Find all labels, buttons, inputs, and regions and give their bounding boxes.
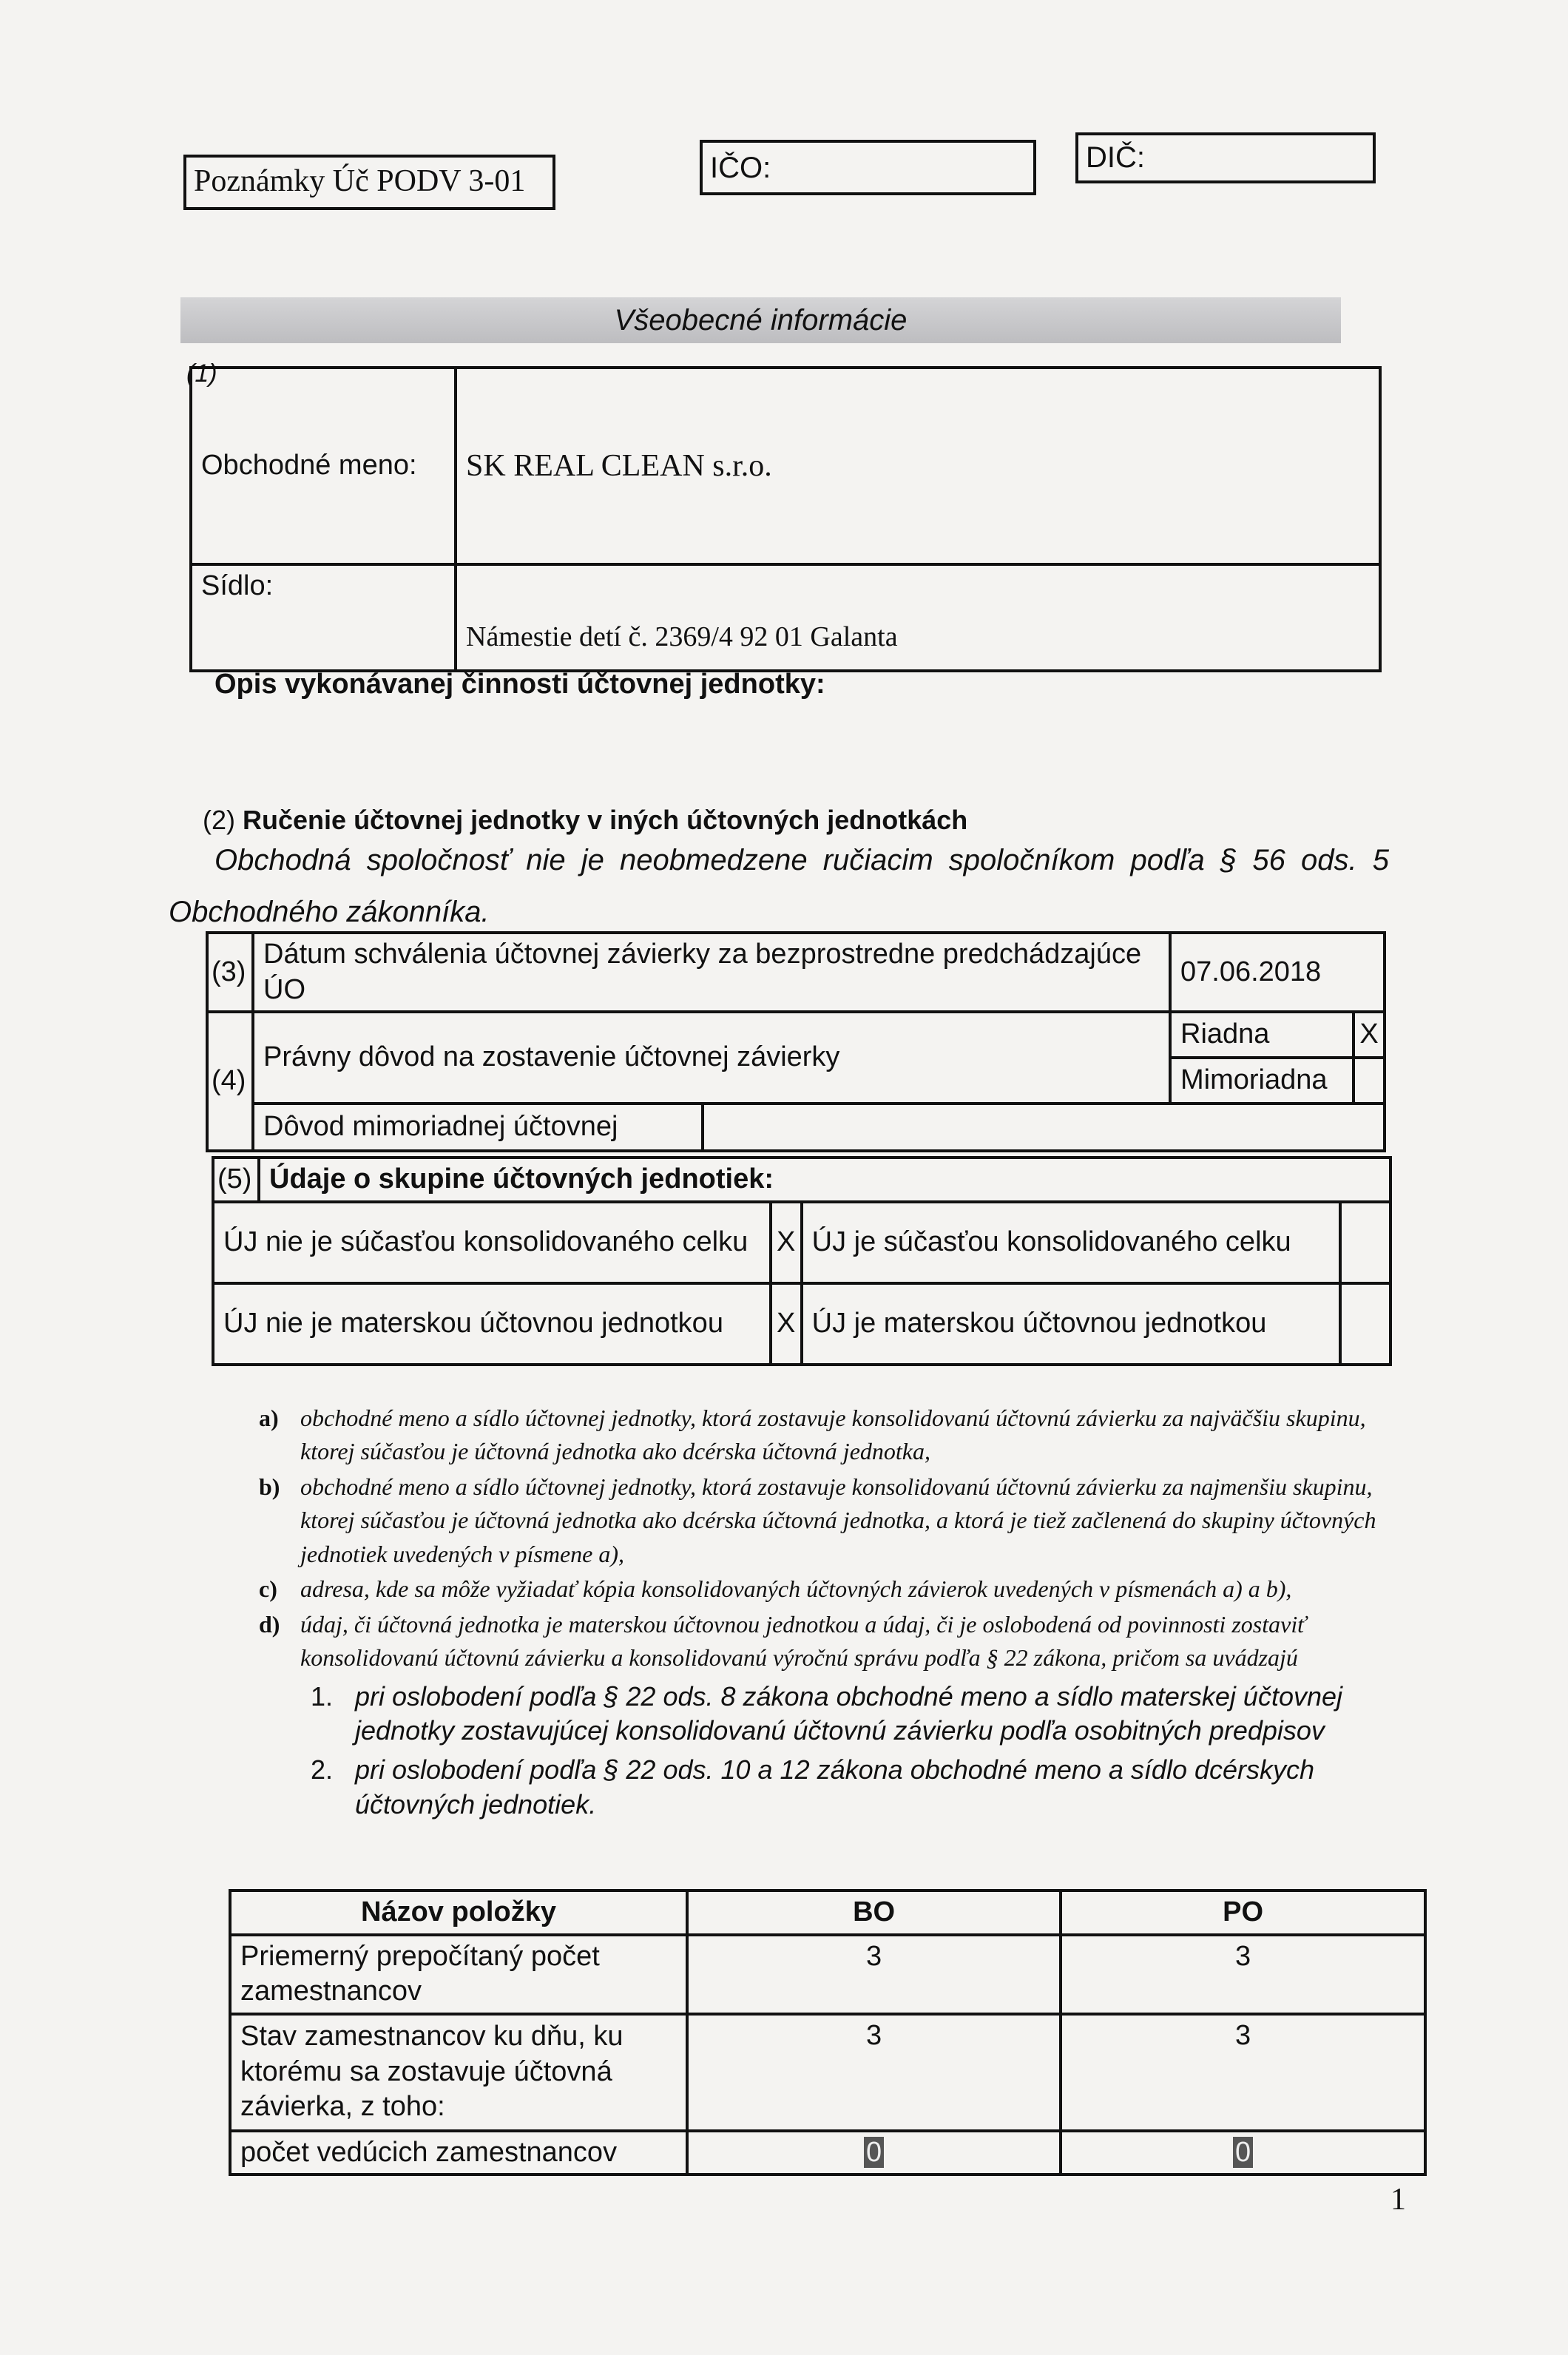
approval-date-label: Dátum schválenia účtovnej závierky za bezprostredne predchádzajúce ÚO — [253, 933, 1170, 1012]
numbered-key: 1. — [311, 1680, 334, 1712]
row-bo: 3 — [687, 1935, 1061, 2014]
list-text: údaj, či účtovná jednotka je materskou účtovnou jednotkou a údaj, či je oslobodená od povinnosti zostaviť konsolidovanú účtovnú závierku a konsolidovanú výročnú správu podľa § 22 zákona, pričom sa uvádzajú — [300, 1610, 1306, 1672]
company-name-value: SK REAL CLEAN s.r.o. — [456, 368, 1380, 564]
disclosure-list — [259, 1402, 1413, 1822]
option-regular: Riadna — [1170, 1012, 1354, 1058]
employees-table — [229, 1889, 1427, 2176]
legal-reason-label: Právny dôvod na zostavenie účtovnej závierky — [253, 1012, 1170, 1104]
option-regular-checkbox[interactable]: X — [1354, 1012, 1385, 1058]
option-extraordinary: Mimoriadna — [1170, 1058, 1354, 1104]
seat-label: Sídlo: — [191, 564, 456, 671]
dic-field[interactable]: DIČ: — [1075, 132, 1376, 183]
list-item — [259, 1572, 1413, 1606]
consolidated-label: ÚJ je súčasťou konsolidovaného celku — [802, 1202, 1340, 1283]
row-po: 3 — [1061, 1935, 1425, 2014]
list-key: c) — [259, 1575, 277, 1603]
row-name: Priemerný prepočítaný počet zamestnancov — [230, 1935, 687, 2014]
extraordinary-reason-label: Dôvod mimoriadnej účtovnej — [253, 1104, 703, 1151]
parent-label: ÚJ je materskou účtovnou jednotkou — [802, 1283, 1340, 1365]
section-5-number: (5) — [213, 1158, 259, 1202]
numbered-text: pri oslobodení podľa § 22 ods. 8 zákona obchodné meno a sídlo materskej účtovnej jednotky zostavujúcej konsolidovanú účtovnú závierku podľa osobitných predpisov — [355, 1680, 1343, 1746]
not-consolidated-checkbox[interactable]: X — [771, 1202, 802, 1283]
section-3-number: (3) — [207, 933, 253, 1012]
consolidated-checkbox[interactable] — [1340, 1202, 1390, 1283]
numbered-key: 2. — [311, 1754, 334, 1785]
notes-code-box: Poznámky Úč PODV 3-01 — [183, 155, 555, 210]
row-name: Stav zamestnancov ku dňu, ku ktorému sa zostavuje účtovná závierka, z toho: — [230, 2014, 687, 2131]
row-po — [1061, 2131, 1425, 2175]
numbered-item — [311, 1753, 1413, 1822]
table-row — [230, 2014, 1425, 2131]
list-key: b) — [259, 1473, 280, 1500]
col-header-bo: BO — [687, 1891, 1061, 1935]
row-bo — [687, 2131, 1061, 2175]
section-4-number: (4) — [207, 1012, 253, 1151]
section-1-number: (1) — [186, 359, 217, 388]
list-item — [259, 1608, 1413, 1675]
col-header-po: PO — [1061, 1891, 1425, 1935]
row-bo-value: 0 — [864, 2137, 884, 2168]
seat-value: Námestie detí č. 2369/4 92 01 Galanta — [456, 564, 1380, 671]
row-name: počet vedúcich zamestnancov — [230, 2131, 687, 2175]
extraordinary-reason-value[interactable] — [703, 1104, 1385, 1151]
numbered-item — [311, 1680, 1413, 1749]
list-item — [259, 1402, 1413, 1469]
list-key: d) — [259, 1610, 280, 1638]
page-number: 1 — [1390, 2183, 1406, 2217]
section-2-text: Obchodná spoločnosť nie je neobmedzene ručiacim spoločníkom podľa § 56 ods. 5 Obchodného zákonníka. — [169, 844, 1389, 928]
list-text: obchodné meno a sídlo účtovnej jednotky, ktorá zostavuje konsolidovanú účtovnú závierku za najmenšiu skupinu, ktorej súčasťou je účtovná jednotka ako dcérska účtovná jednotka, a ktorá je tiež začlenená do skupiny účtovných jednotiek uvedených v písmene a), — [300, 1473, 1376, 1567]
section-banner: Všeobecné informácie — [180, 297, 1341, 343]
approval-date-value[interactable]: 07.06.2018 — [1170, 933, 1385, 1012]
option-extraordinary-checkbox[interactable] — [1354, 1058, 1385, 1104]
not-consolidated-label: ÚJ nie je súčasťou konsolidovaného celku — [213, 1202, 771, 1283]
row-bo: 3 — [687, 2014, 1061, 2131]
not-parent-label: ÚJ nie je materskou účtovnou jednotkou — [213, 1283, 771, 1365]
section-2-title — [203, 805, 967, 836]
list-key: a) — [259, 1405, 279, 1431]
parent-checkbox[interactable] — [1340, 1283, 1390, 1365]
table-row — [230, 2131, 1425, 2175]
company-name-label: Obchodné meno: — [191, 368, 456, 564]
closing-info-table — [206, 931, 1386, 1152]
list-text: obchodné meno a sídlo účtovnej jednotky, ktorá zostavuje konsolidovanú účtovnú závierku za najväčšiu skupinu, ktorej súčasťou je účtovná jednotka ako dcérska účtovná jednotka, — [300, 1405, 1366, 1465]
col-header-name: Názov položky — [230, 1891, 687, 1935]
group-info-heading: Údaje o skupine účtovných jednotiek: — [259, 1158, 1390, 1202]
list-text: adresa, kde sa môže vyžiadať kópia konsolidovaných účtovných závierok uvedených v písmenách a) a b), — [300, 1575, 1292, 1603]
company-info-table — [189, 366, 1382, 672]
activity-label: Opis vykonávanej činnosti účtovnej jednotky: — [214, 669, 825, 700]
row-po: 3 — [1061, 2014, 1425, 2131]
ico-field[interactable]: IČO: — [700, 140, 1036, 195]
section-2-heading: Ručenie účtovnej jednotky v iných účtovných jednotkách — [243, 805, 968, 835]
group-info-table — [212, 1156, 1392, 1366]
section-2-number: (2) — [203, 805, 235, 835]
numbered-text: pri oslobodení podľa § 22 ods. 10 a 12 zákona obchodné meno a sídlo dcérskych účtovných jednotiek. — [355, 1754, 1315, 1820]
row-po-value: 0 — [1233, 2137, 1253, 2168]
not-parent-checkbox[interactable]: X — [771, 1283, 802, 1365]
table-row — [230, 1935, 1425, 2014]
list-item — [259, 1470, 1413, 1571]
